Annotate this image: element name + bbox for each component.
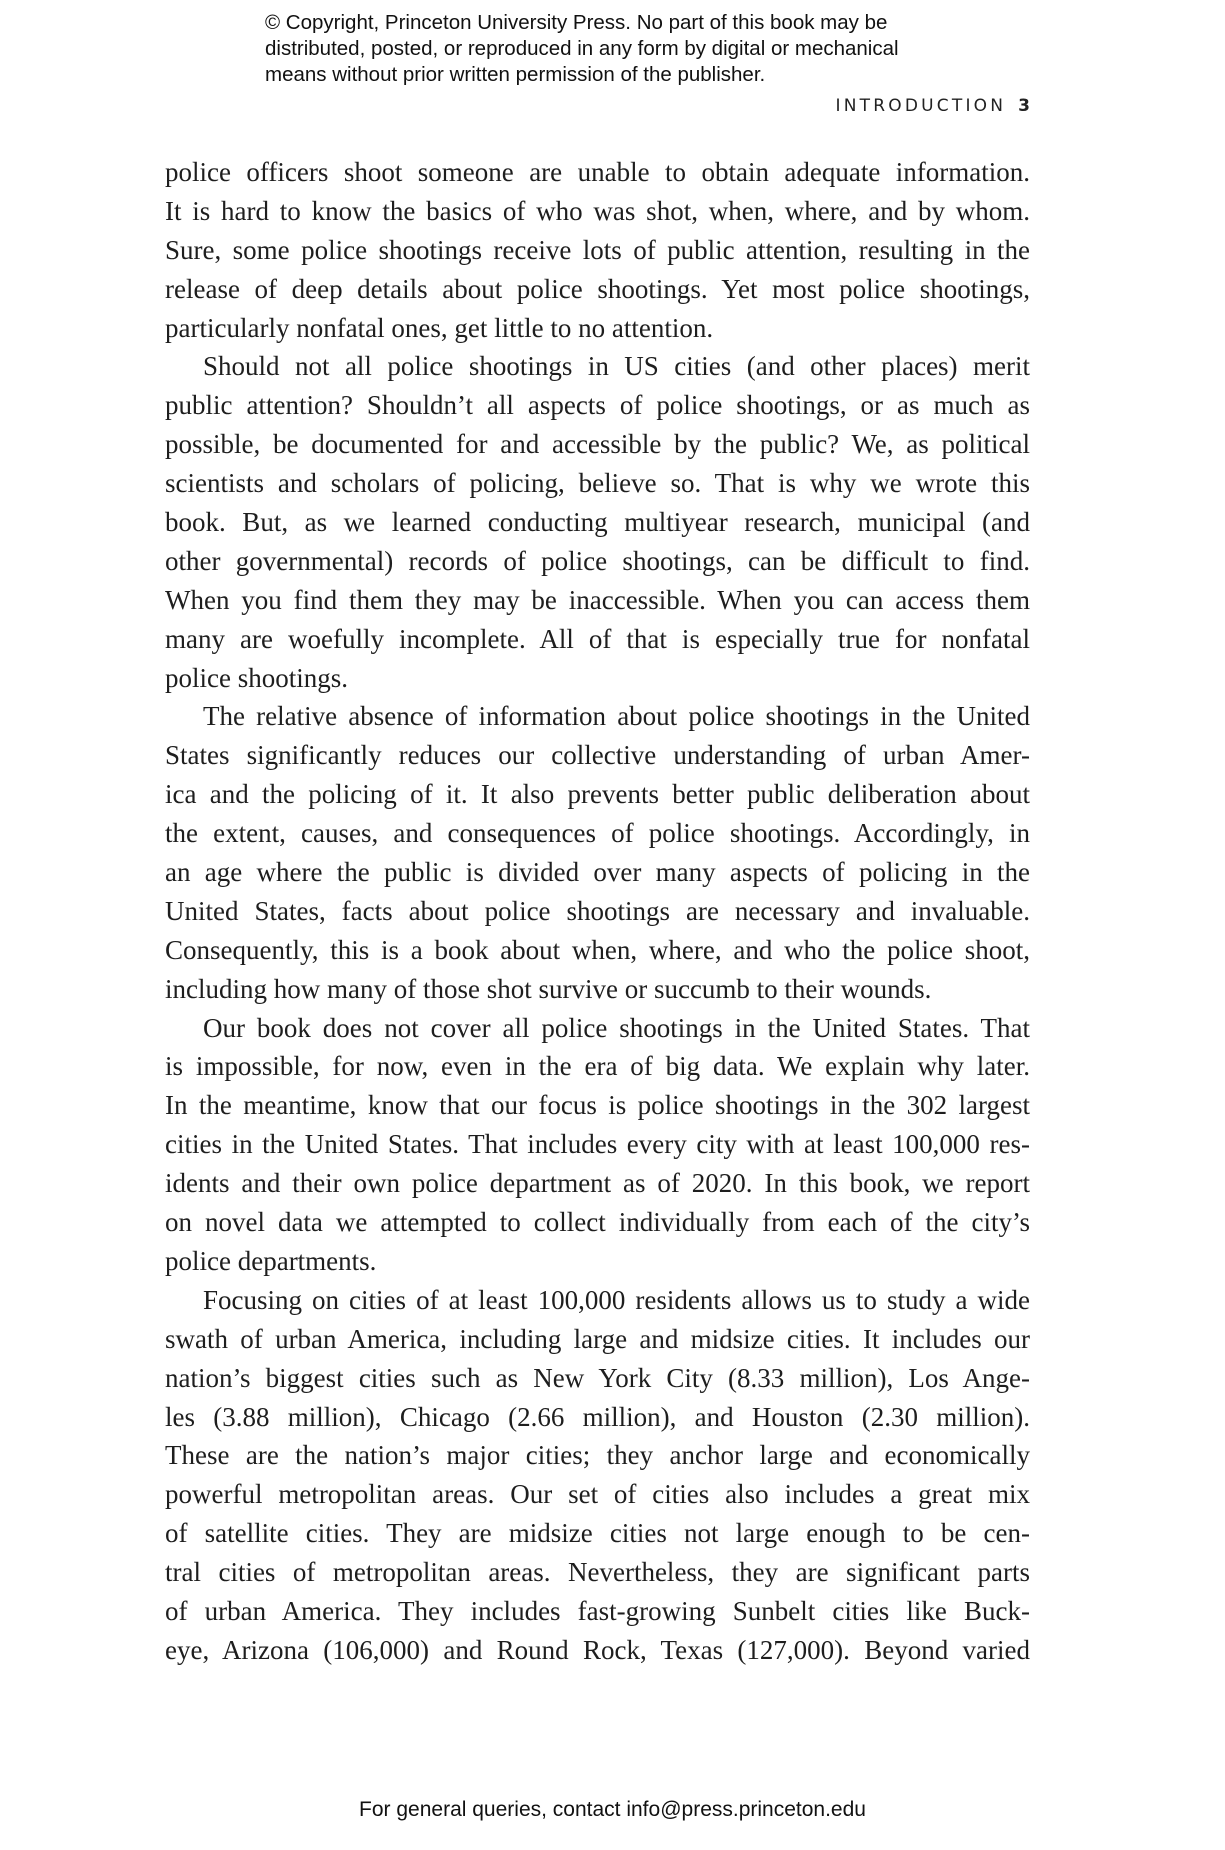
- footer-contact: For general queries, contact info@press.princeton.edu: [359, 1798, 866, 1821]
- text-line: of satellite cities. They are midsize cities not large enough to be cen-: [165, 1518, 1030, 1549]
- running-head: [836, 96, 1030, 116]
- text-line: The relative absence of information about police shootings in the United: [203, 701, 1030, 732]
- text-line: Sure, some police shootings receive lots of public attention, resulting in the: [165, 234, 1030, 265]
- text-line: public attention? Shouldn’t all aspects of police shootings, or as much as: [165, 390, 1030, 421]
- text-line: an age where the public is divided over many aspects of policing in the: [165, 857, 1030, 888]
- text-line: many are woefully incomplete. All of that is especially true for nonfatal: [165, 623, 1030, 654]
- text-line: Should not all police shootings in US cities (and other places) merit: [203, 351, 1030, 382]
- text-line: Focusing on cities of at least 100,000 residents allows us to study a wide: [203, 1284, 1030, 1315]
- text-line: les (3.88 million), Chicago (2.66 million), and Houston (2.30 million).: [165, 1401, 1030, 1432]
- copyright-line: distributed, posted, or reproduced in any form by digital or mechanical: [265, 37, 899, 60]
- copyright-notice: [265, 10, 1025, 88]
- text-line: It is hard to know the basics of who was shot, when, where, and by whom.: [165, 195, 1030, 226]
- paragraph: [165, 1281, 1030, 1670]
- text-line: cities in the United States. That includes every city with at least 100,000 res-: [165, 1129, 1030, 1160]
- text-line: swath of urban America, including large and midsize cities. It includes our: [165, 1323, 1030, 1354]
- text-line: is impossible, for now, even in the era of big data. We explain why later.: [165, 1051, 1030, 1082]
- paragraph: [165, 1009, 1030, 1281]
- text-line: scientists and scholars of policing, believe so. That is why we wrote this: [165, 468, 1030, 499]
- text-line: book. But, as we learned conducting multiyear research, municipal (and: [165, 507, 1030, 538]
- text-line: on novel data we attempted to collect individually from each of the city’s: [165, 1207, 1030, 1238]
- text-line: idents and their own police department as of 2020. In this book, we report: [165, 1168, 1030, 1199]
- text-line: the extent, causes, and consequences of police shootings. Accordingly, in: [165, 818, 1030, 849]
- paragraph: [165, 697, 1030, 1008]
- text-line: Our book does not cover all police shootings in the United States. That: [203, 1012, 1030, 1043]
- copyright-line: © Copyright, Princeton University Press. No part of this book may be: [265, 11, 888, 34]
- text-line: tral cities of metropolitan areas. Nevertheless, they are significant parts: [165, 1557, 1030, 1588]
- text-line: possible, be documented for and accessible by the public? We, as political: [165, 429, 1030, 460]
- body-text: [165, 153, 1030, 1670]
- paragraph: [165, 153, 1030, 347]
- text-line: including how many of those shot survive or succumb to their wounds.: [165, 973, 932, 1004]
- text-line: States significantly reduces our collective understanding of urban Amer-: [165, 740, 1030, 771]
- text-line: Consequently, this is a book about when, where, and who the police shoot,: [165, 934, 1030, 965]
- text-line: ica and the policing of it. It also prevents better public deliberation about: [165, 779, 1030, 810]
- text-line: powerful metropolitan areas. Our set of cities also includes a great mix: [165, 1479, 1030, 1510]
- text-line: nation’s biggest cities such as New York City (8.33 million), Los Ange-: [165, 1362, 1030, 1393]
- paragraph: [165, 347, 1030, 697]
- text-line: police departments.: [165, 1245, 377, 1276]
- text-line: of urban America. They includes fast-growing Sunbelt cities like Buck-: [165, 1595, 1030, 1626]
- text-line: police shootings.: [165, 662, 348, 693]
- page-number: 3: [1018, 96, 1030, 116]
- running-head-section: INTRODUCTION: [835, 96, 1007, 116]
- text-line: eye, Arizona (106,000) and Round Rock, Texas (127,000). Beyond varied: [165, 1634, 1030, 1665]
- text-line: police officers shoot someone are unable to obtain adequate information.: [165, 157, 1030, 187]
- copyright-line: means without prior written permission of the publisher.: [265, 63, 766, 86]
- text-line: United States, facts about police shootings are necessary and invaluable.: [165, 895, 1030, 926]
- text-line: release of deep details about police shootings. Yet most police shootings,: [165, 273, 1030, 304]
- text-line: particularly nonfatal ones, get little to no attention.: [165, 312, 714, 343]
- text-line: In the meantime, know that our focus is police shootings in the 302 largest: [165, 1090, 1030, 1121]
- text-line: When you find them they may be inaccessible. When you can access them: [165, 584, 1030, 615]
- text-line: other governmental) records of police shootings, can be difficult to find.: [165, 545, 1030, 576]
- text-line: These are the nation’s major cities; they anchor large and economically: [165, 1440, 1030, 1471]
